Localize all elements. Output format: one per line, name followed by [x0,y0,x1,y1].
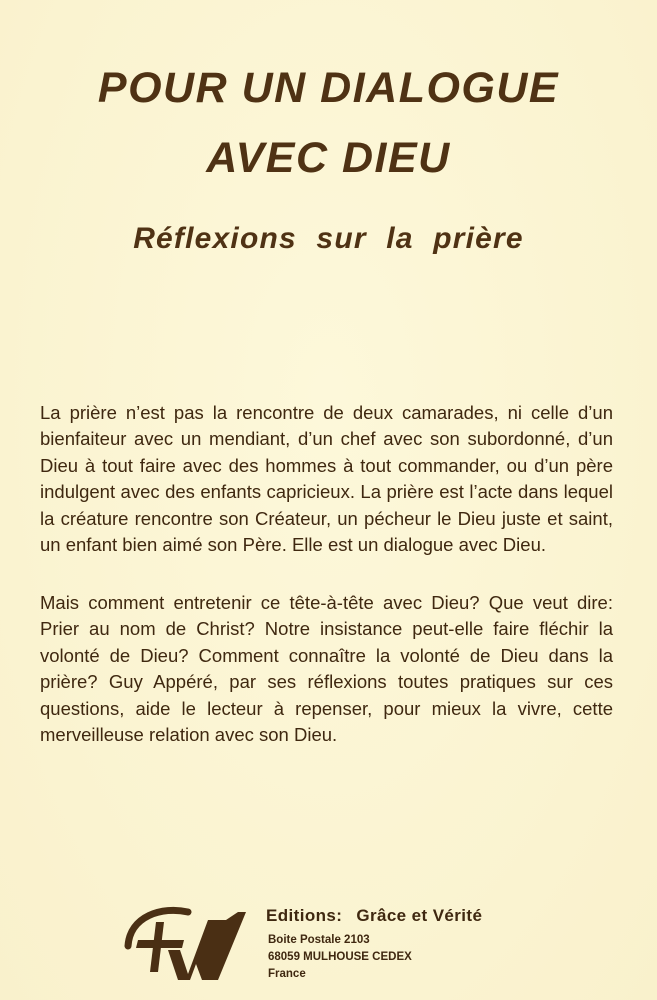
cross-gv-logo-icon [122,902,250,982]
publisher-block [122,902,582,992]
address-line-2: 68059 MULHOUSE CEDEX [268,951,412,963]
description-paragraph-1: La prière n’est pas la rencontre de deux camarades, ni celle d’un bienfaiteur avec un mendiant, d’un chef avec son subordonné, d’un Dieu à tout faire avec des hommes à tout commander, ou d’un père indulgent avec des enfants capricieux. La prière est l’acte dans lequel la créature rencontre son Créateur, un pécheur le Dieu juste et saint, un enfant bien aimé son Père. Elle est un dialogue avec Dieu. [40,402,613,556]
address-line-1: Boite Postale 2103 [268,934,370,946]
title-line-2: AVEC DIEU [206,134,451,182]
address-line-3: France [268,968,306,980]
title-line-1: POUR UN DIALOGUE [97,64,560,112]
subtitle: Réflexions sur la prière [133,222,524,255]
publisher-title: Grâce et Vérité [356,906,483,925]
description-paragraph-2: Mais comment entretenir ce tête-à-tête avec Dieu? Que veut dire: Prier au nom de Christ? Notre insistance peut-elle faire fléchir la volonté de Dieu? Comment connaître la volonté de Dieu dans la prière? Guy Appéré, par ses réflexions toutes pratiques sur ces questions, aide le lecteur à repenser, pour mieux la vivre, cette merveilleuse relation avec son Dieu. [40,592,613,746]
publisher-label: Editions: [266,906,343,925]
publisher-name [266,906,482,926]
